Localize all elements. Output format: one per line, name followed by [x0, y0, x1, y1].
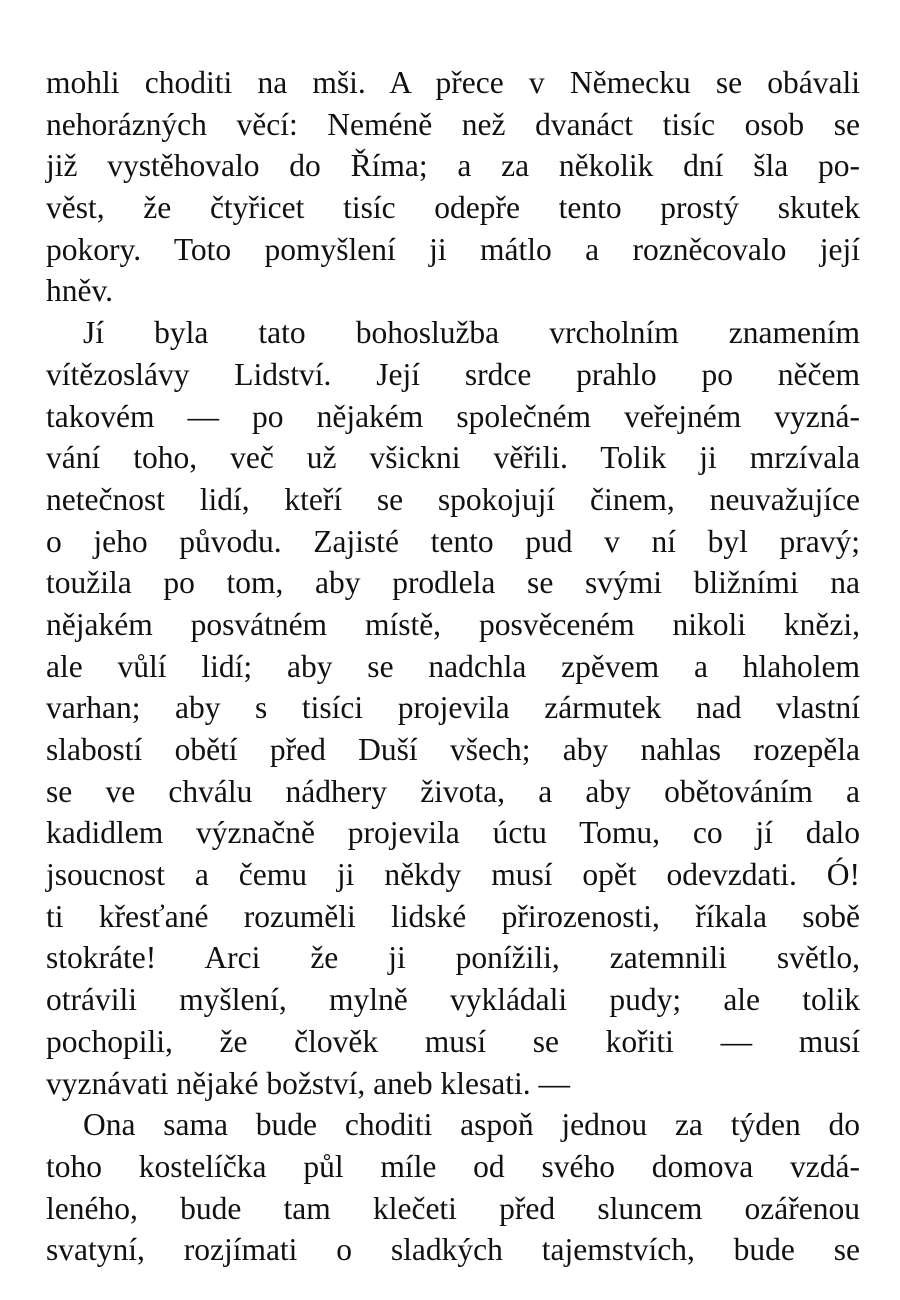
paragraph-1	[46, 62, 860, 312]
text-line: pochopili, že člověk musí se kořiti — musí	[46, 1023, 860, 1059]
text-line: o jeho původu. Zajisté tento pud v ní byl pravý;	[46, 523, 860, 559]
text-line: mohli choditi na mši. A přece v Německu se obávali	[46, 65, 860, 100]
text-line: Ona sama bude choditi aspoň jednou za týden do	[83, 1107, 860, 1143]
book-page	[46, 62, 860, 1271]
text-line: ti křesťané rozuměli lidské přirozenosti, říkala sobě	[46, 898, 860, 934]
text-line: již vystěhovalo do Říma; a za několik dní šla po-	[46, 148, 860, 184]
text-line: toužila po tom, aby prodlela se svými bližními na	[46, 565, 860, 601]
text-line: leného, bude tam klečeti před sluncem ozářenou	[46, 1190, 860, 1226]
text-line: stokráte! Arci že ji ponížili, zatemnili světlo,	[46, 940, 860, 976]
paragraph-3	[46, 1104, 860, 1271]
text-line: vyznávati nějaké božství, aneb klesati. —	[46, 1065, 570, 1101]
text-line: Jí byla tato bohoslužba vrcholním znamením	[83, 315, 860, 351]
text-line: otrávili myšlení, mylně vykládali pudy; ale tolik	[46, 982, 860, 1018]
text-line: varhan; aby s tisíci projevila zármutek nad vlastní	[46, 690, 860, 726]
text-line: netečnost lidí, kteří se spokojují činem, neuvažujíce	[46, 481, 860, 517]
text-line: takovém — po nějakém společném veřejném vyzná-	[46, 398, 860, 434]
text-line: toho kostelíčka půl míle od svého domova vzdá-	[46, 1148, 860, 1184]
text-line: hněv.	[46, 273, 114, 309]
paragraph-2	[46, 312, 860, 1104]
text-line: slabostí obětí před Duší všech; aby nahlas rozepěla	[46, 732, 860, 767]
text-line: věst, že čtyřicet tisíc odepře tento prostý skutek	[46, 190, 860, 226]
text-line: se ve chválu nádhery života, a aby obětováním a	[46, 773, 860, 809]
text-line: pokory. Toto pomyšlení ji mátlo a rozněcovalo její	[46, 231, 860, 267]
text-line: nějakém posvátném místě, posvěceném nikoli knězi,	[46, 606, 860, 642]
text-line: vání toho, več už všickni věřili. Tolik ji mrzívala	[46, 440, 860, 476]
text-line: ale vůlí lidí; aby se nadchla zpěvem a hlaholem	[46, 648, 860, 684]
text-line: jsoucnost a čemu ji někdy musí opět odevzdati. Ó!	[46, 857, 860, 893]
text-line: nehorázných věcí: Neméně než dvanáct tisíc osob se	[46, 106, 860, 142]
text-line: vítězoslávy Lidství. Její srdce prahlo po něčem	[46, 356, 860, 392]
text-line: svatyní, rozjímati o sladkých tajemstvích, bude se	[46, 1232, 860, 1268]
text-line: kadidlem význačně projevila úctu Tomu, co jí dalo	[46, 815, 860, 851]
